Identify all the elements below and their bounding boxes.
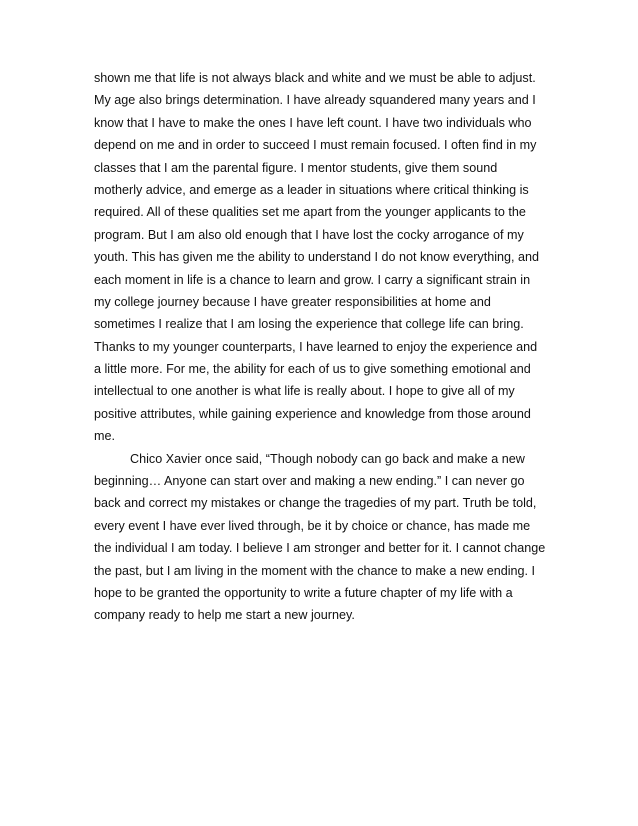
body-text — [94, 67, 564, 627]
paragraph-start-line: Chico Xavier once said, “Though nobody can go back and make a new — [130, 451, 525, 466]
text-line: a little more. For me, the ability for each of us to give something emotional and — [94, 362, 531, 377]
text-line: classes that I am the parental figure. I mentor students, give them sound — [94, 160, 498, 175]
text-line: positive attributes, while gaining experience and knowledge from those around — [94, 406, 531, 421]
text-line: each moment in life is a chance to learn and grow. I carry a significant strain in — [94, 272, 531, 287]
text-line: My age also brings determination. I have already squandered many years and I — [94, 93, 536, 108]
text-line: depend on me and in order to succeed I must remain focused. I often find in my — [94, 138, 537, 153]
text-line: company ready to help me start a new journey. — [94, 608, 355, 623]
text-line: Thanks to my younger counterparts, I have learned to enjoy the experience and — [94, 339, 538, 354]
text-line: my college journey because I have greater responsibilities at home and — [94, 294, 491, 309]
text-line: intellectual to one another is what life is really about. I hope to give all of my — [94, 384, 515, 399]
text-line: youth. This has given me the ability to understand I do not know everything, and — [94, 250, 540, 265]
text-line: motherly advice, and emerge as a leader in situations where critical thinking is — [94, 182, 529, 197]
text-line: me. — [94, 429, 115, 444]
text-line: every event I have ever lived through, be it by choice or chance, has made me — [94, 518, 531, 533]
text-line: the past, but I am living in the moment with the chance to make a new ending. I — [94, 563, 536, 578]
text-line: sometimes I realize that I am losing the experience that college life can bring. — [94, 317, 524, 332]
text-line: back and correct my mistakes or change the tragedies of my part. Truth be told, — [94, 496, 537, 511]
text-line: hope to be granted the opportunity to write a future chapter of my life with a — [94, 585, 513, 600]
text-line: the individual I am today. I believe I am stronger and better for it. I cannot change — [94, 541, 546, 556]
text-line: required. All of these qualities set me apart from the younger applicants to the — [94, 205, 526, 220]
text-line: shown me that life is not always black and white and we must be able to adjust. — [94, 71, 536, 85]
text-line: beginning… Anyone can start over and making a new ending.” I can never go — [94, 474, 525, 489]
text-line: know that I have to make the ones I have left count. I have two individuals who — [94, 115, 532, 130]
text-line: program. But I am also old enough that I have lost the cocky arrogance of my — [94, 227, 524, 242]
